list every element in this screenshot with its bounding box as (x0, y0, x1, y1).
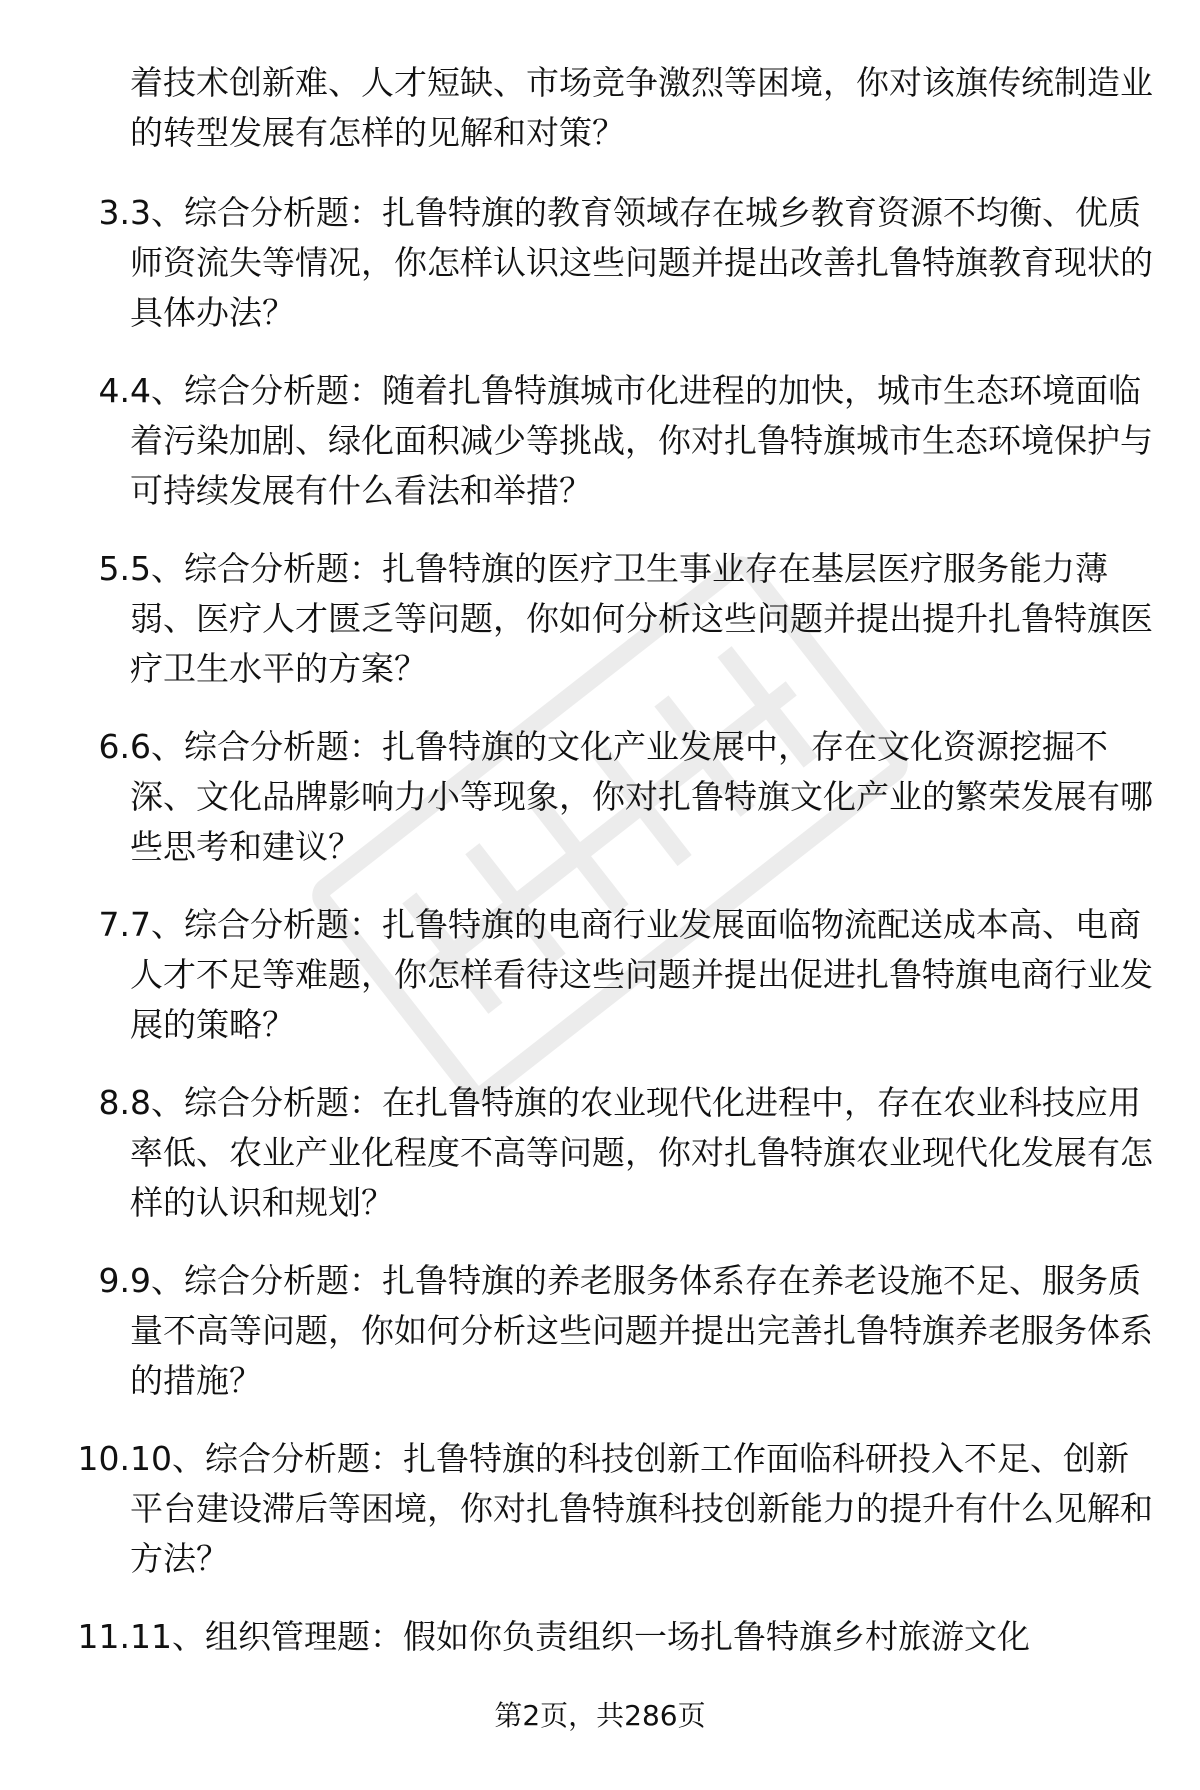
question-item (0, 1078, 1200, 1256)
question-number: 7. (98, 905, 130, 944)
question-text: 9、综合分析题：扎鲁特旗的养老服务体系存在养老设施不足、服务质量不高等问题，你如何分析这些问题并提出完善扎鲁特旗养老服务体系的措施？ (130, 1261, 1153, 1400)
question-text: 8、综合分析题：在扎鲁特旗的农业现代化进程中，存在农业科技应用率低、农业产业化程度不高等问题，你对扎鲁特旗农业现代化发展有怎样的认识和规划？ (130, 1083, 1153, 1222)
question-item (0, 188, 1200, 366)
question-number: 10. (77, 1439, 130, 1478)
question-text: 4、综合分析题：随着扎鲁特旗城市化进程的加快，城市生态环境面临着污染加剧、绿化面积减少等挑战，你对扎鲁特旗城市生态环境保护与可持续发展有什么看法和举措？ (130, 371, 1153, 510)
question-item (0, 722, 1200, 900)
question-item (0, 544, 1200, 722)
question-number: 9. (98, 1261, 130, 1300)
question-text: 10、综合分析题：扎鲁特旗的科技创新工作面临科研投入不足、创新平台建设滞后等困境，你对扎鲁特旗科技创新能力的提升有什么见解和方法？ (130, 1439, 1153, 1578)
question-text: 5、综合分析题：扎鲁特旗的医疗卫生事业存在基层医疗服务能力薄弱、医疗人才匮乏等问题，你如何分析这些问题并提出提升扎鲁特旗医疗卫生水平的方案？ (130, 549, 1153, 688)
question-text: 11、组织管理题：假如你负责组织一场扎鲁特旗乡村旅游文化 (130, 1617, 1030, 1656)
question-number: 5. (98, 549, 130, 588)
question-item (0, 366, 1200, 544)
question-text: 7、综合分析题：扎鲁特旗的电商行业发展面临物流配送成本高、电商人才不足等难题，你怎样看待这些问题并提出促进扎鲁特旗电商行业发展的策略？ (130, 905, 1153, 1044)
question-text: 6、综合分析题：扎鲁特旗的文化产业发展中，存在文化资源挖掘不深、文化品牌影响力小等现象，你对扎鲁特旗文化产业的繁荣发展有哪些思考和建议？ (130, 727, 1153, 866)
question-text: 3、综合分析题：扎鲁特旗的教育领域存在城乡教育资源不均衡、优质师资流失等情况，你怎样认识这些问题并提出改善扎鲁特旗教育现状的具体办法？ (130, 193, 1153, 332)
question-number: 8. (98, 1083, 130, 1122)
question-item (0, 1434, 1200, 1612)
question-number: 3. (98, 193, 130, 232)
question-item (0, 900, 1200, 1078)
question-number: 4. (98, 371, 130, 410)
question-list (0, 188, 1200, 1790)
continuation-text: 着技术创新难、人才短缺、市场竞争激烈等困境，你对该旗传统制造业的转型发展有怎样的见解和对策？ (130, 63, 1153, 152)
question-number: 6. (98, 727, 130, 766)
question-item (0, 1256, 1200, 1434)
question-number: 11. (77, 1617, 130, 1656)
page-footer: 第2页，共286页 (494, 1699, 706, 1732)
